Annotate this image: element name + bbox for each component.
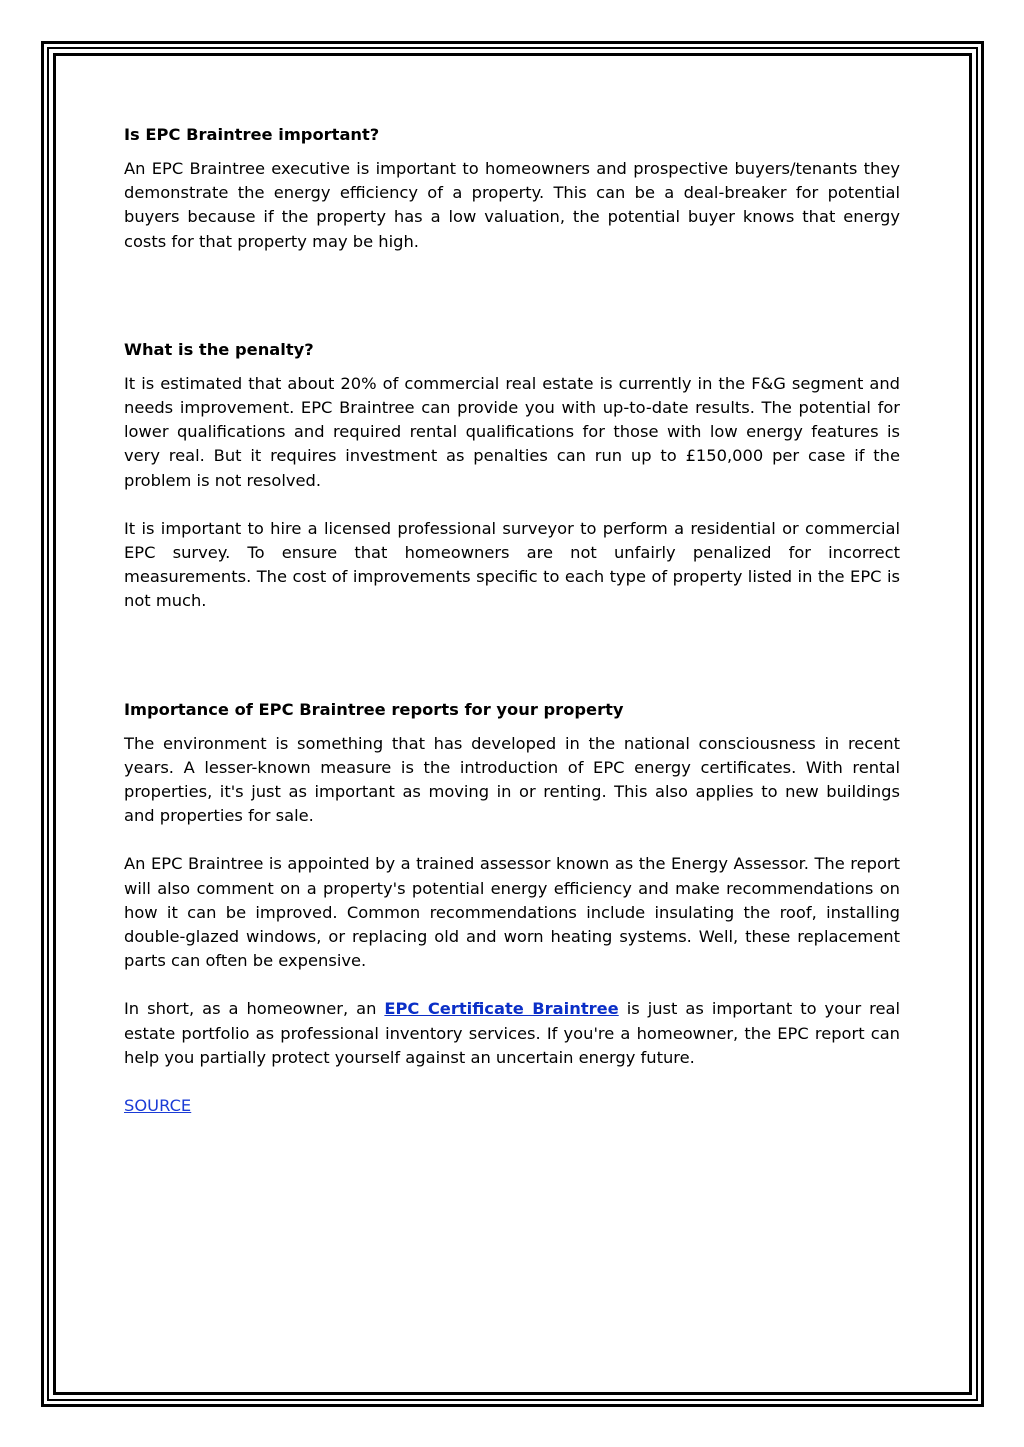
paragraph: An EPC Braintree is appointed by a trained assessor known as the Energy Assessor. The report will also comment on a property's potential energy efficiency and make recommendations on how it can be improved. Common recommendations include insulating the roof, installing double-glazed windows, or replacing old and worn heating systems. Well, these replacement parts can often be expensive. bbox=[124, 854, 900, 971]
epc-certificate-link[interactable]: EPC Certificate Braintree bbox=[384, 999, 619, 1019]
paragraph: An EPC Braintree executive is important to homeowners and prospective buyers/tenants they demonstrate the energy efficiency of a property. This can be a deal-breaker for potential buyers because if the property has a low valuation, the potential buyer knows that energy costs for that property may be high. bbox=[124, 159, 900, 251]
paragraph: The environment is something that has developed in the national consciousness in recent years. A lesser-known measure is the introduction of EPC energy certificates. With rental properties, it's just as important as moving in or renting. This also applies to new buildings and properties for sale. bbox=[124, 733, 900, 826]
paragraph: It is important to hire a licensed professional surveyor to perform a residential or commercial EPC survey. To ensure that homeowners are not unfairly penalized for incorrect measurements. The cost of improvements specific to each type of property listed in the EPC is not much. bbox=[124, 518, 900, 611]
closing-paragraph bbox=[124, 997, 900, 1070]
document-body bbox=[124, 123, 900, 1118]
closing-text-after: is just as important to your real estate portfolio as professional inventory services. If you're a homeowner, the EPC report can help you partially protect yourself against an uncertain energy future. bbox=[124, 999, 900, 1067]
section-heading-penalty: What is the penalty? bbox=[124, 339, 314, 359]
paragraph: It is estimated that about 20% of commercial real estate is currently in the F&G segment and needs improvement. EPC Braintree can provide you with up-to-date results. The potential for lower qualifications and required rental qualifications for those with low energy features is very real. But it requires investment as penalties can run up to £150,000 per case if the problem is not resolved. bbox=[124, 373, 900, 490]
closing-text-before: In short, as a homeowner, an bbox=[124, 999, 385, 1019]
section-heading-reports: Importance of EPC Braintree reports for your property bbox=[124, 699, 624, 719]
section-heading-importance: Is EPC Braintree important? bbox=[124, 125, 380, 144]
source-link[interactable]: SOURCE bbox=[124, 1096, 192, 1116]
